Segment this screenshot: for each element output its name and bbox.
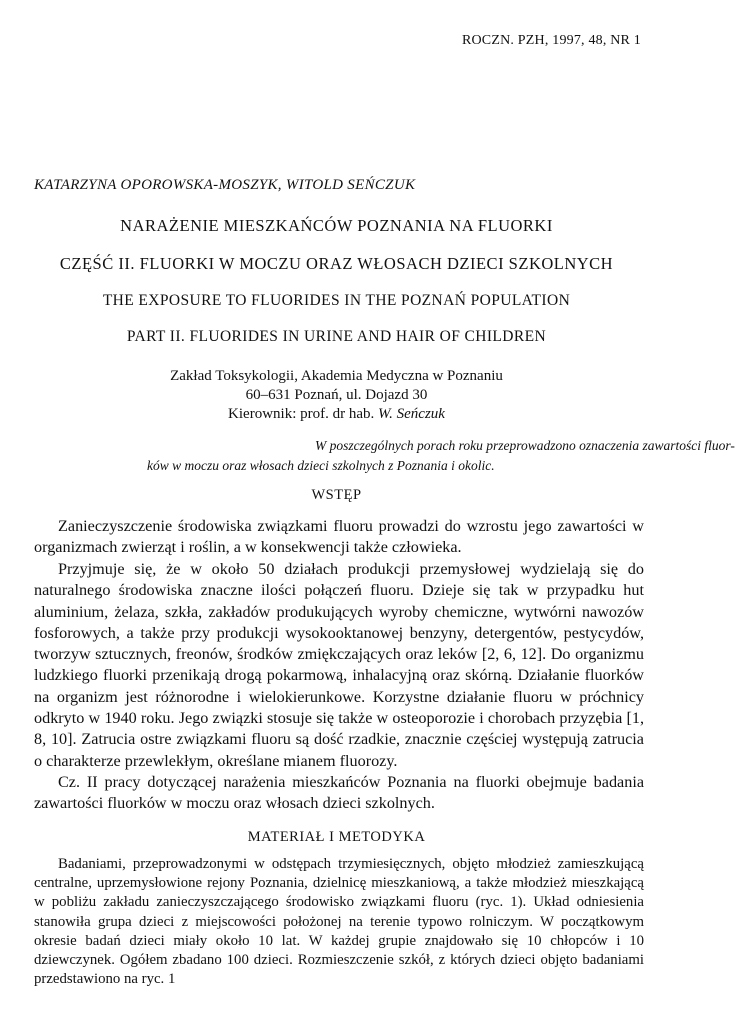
section-heading-introduction: WSTĘP [311, 487, 362, 503]
intro-paragraph-3 [34, 772, 644, 815]
abstract [147, 436, 735, 475]
affiliation [0, 367, 673, 424]
intro-paragraph-1-text: Zanieczyszczenie środowiska związkami fluoru prowadzi do wzrostu jego zawartości w organizmach zwierząt i roślin, a w konsekwencji także człowieka. [34, 517, 644, 557]
title-polish-line-1: NARAŻENIE MIESZKAŃCÓW POZNANIA NA FLUORKI [120, 216, 553, 235]
intro-paragraph-3-text: Cz. II pracy dotyczącej narażenia mieszkańców Poznania na fluorki obejmuje badania zawartości fluorków w moczu oraz włosach dzieci szkolnych. [34, 773, 644, 813]
methods-paragraph-1-text: Badaniami, przeprowadzonymi w odstępach trzymiesięcznych, objęto młodzież zamieszkującą centralne, uprzemysłowione rejony Poznania, dzielnicę mieszkaniową, a także młodzież mieszkającą w pobliżu zakładu zanieczyszczającego środowisko związkami fluoru (ryc. 1). Układ odniesienia stanowiła grupa dzieci z miejscowości położonej na terenie typowo rolniczym. W początkowym okresie badań dzieci miały około 10 lat. W każdej grupie znajdowało się 10 chłopców i 10 dziewczynek. Ogółem zbadano 100 dzieci. Rozmieszczenie szkół, z których dzieci objęto badaniami przedstawiono na ryc. 1 [34, 856, 644, 988]
abstract-line-1: W poszczególnych porach roku przeprowadzono oznaczenia zawartości fluor- [315, 438, 735, 453]
intro-paragraph-1 [34, 516, 644, 559]
authors: KATARZYNA OPOROWSKA-MOSZYK, WITOLD SEŃCZUK [34, 177, 416, 193]
affiliation-head-name: W. Seńczuk [378, 406, 445, 422]
methods-paragraph-1 [34, 855, 644, 989]
affiliation-institution: Zakład Toksykologii, Akademia Medyczna w Poznaniu [170, 368, 503, 384]
section-heading-methods: MATERIAŁ I METODYKA [247, 829, 426, 845]
affiliation-head [0, 405, 673, 424]
affiliation-head-prefix: Kierownik: prof. dr hab. [228, 406, 375, 422]
journal-reference: ROCZN. PZH, 1997, 48, NR 1 [461, 33, 641, 48]
affiliation-address: 60–631 Poznań, ul. Dojazd 30 [245, 387, 428, 403]
abstract-line-2: ków w moczu oraz włosach dzieci szkolnych z Poznania i okolic. [147, 457, 495, 473]
intro-paragraph-2 [34, 559, 644, 772]
title-english-line-1: THE EXPOSURE TO FLUORIDES IN THE POZNAŃ POPULATION [102, 292, 571, 309]
intro-paragraph-2-text: Przyjmuje się, że w około 50 działach produkcji przemysłowej wydzielają się do naturalnego środowiska znaczne ilości połączeń fluoru. Dzieje się tak w przypadku hut aluminium, żelaza, szkła, zakładów produkujących wyroby chemiczne, wytwórni nawozów fosforowych, a także przy produkcji wysokooktanowej benzyny, detergentów, pestycydów, tworzyw sztucznych, freonów, środków zmiękczających oraz leków [2, 6, 12]. Do organizmu ludzkiego fluorki przenikają drogą pokarmową, inhalacyjną oraz skórną. Działanie fluorków na organizm jest różnorodne i wielokierunkowe. Korzystne działanie fluoru w próchnicy odkryto w 1940 roku. Jego związki stosuje się także w osteoporozie i chorobach przyzębia [1, 8, 10]. Zatrucia ostre związkami fluoru są dość rzadkie, znacznie częściej występują zatrucia o charakterze przewlekłym, określane mianem fluorozy. [34, 560, 644, 770]
title-english-line-2: PART II. FLUORIDES IN URINE AND HAIR OF CHILDREN [126, 328, 547, 345]
title-polish-line-2: CZĘŚĆ II. FLUORKI W MOCZU ORAZ WŁOSACH DZIECI SZKOLNYCH [59, 254, 614, 273]
